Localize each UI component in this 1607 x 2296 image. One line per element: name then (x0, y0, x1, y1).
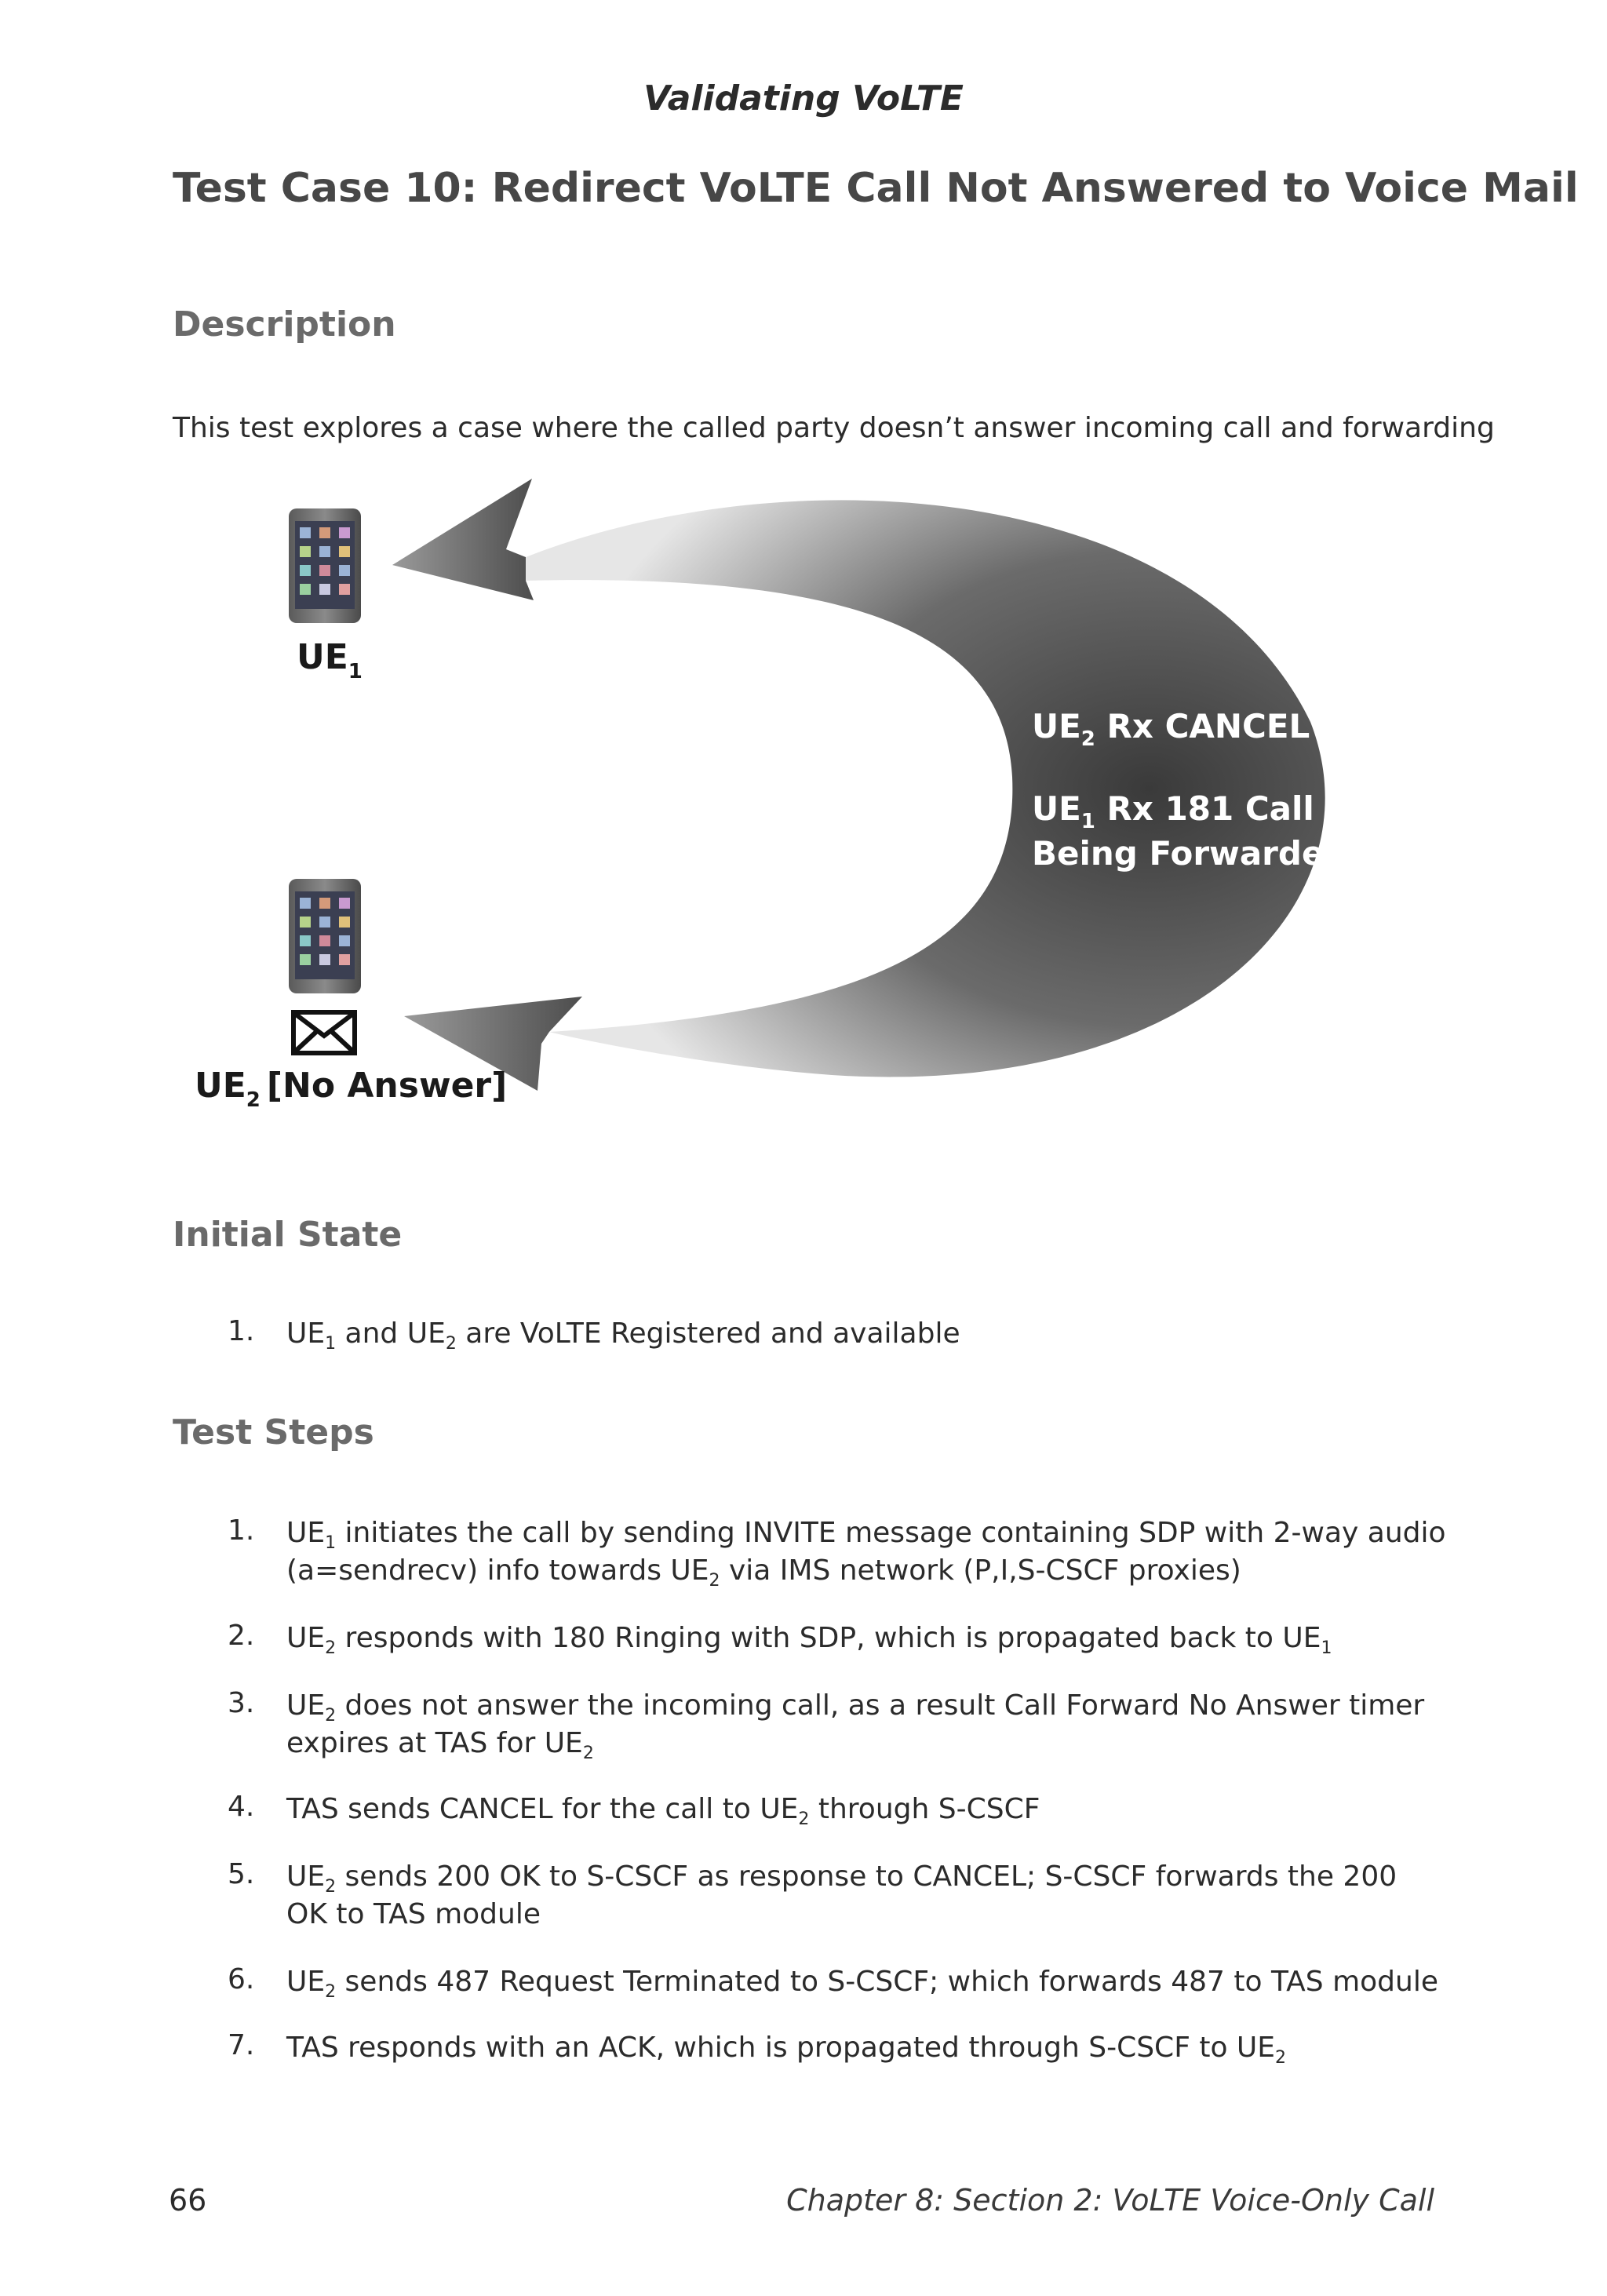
running-title: Validating VoLTE (643, 78, 964, 118)
chapter-footer: Chapter 8: Section 2: VoLTE Voice-Only Call (786, 2183, 1434, 2218)
initial-state-heading: Initial State (173, 1215, 403, 1255)
arc-label-cancel: $UE_2$ Rx CANCEL (1032, 707, 1310, 751)
forwarding-arc (526, 500, 1325, 1077)
phone-icon (289, 879, 361, 993)
description-text: This test explores a case where the called party doesn’t answer incoming call and forwarding (173, 412, 1495, 444)
ue1-label: $UE_1$ (297, 637, 363, 683)
description-heading: Description (173, 304, 396, 344)
ue2-label: $UE_2$ [No Answer] (195, 1066, 508, 1112)
envelope-icon (293, 1012, 355, 1053)
arc-label-forwarded: Being Forwarded (1032, 834, 1348, 873)
call-flow-diagram (157, 463, 1412, 1153)
test-steps-heading: Test Steps (173, 1412, 374, 1452)
page-number: 66 (169, 2183, 207, 2218)
arc-label-181: $UE_1$ Rx 181 Call is (1032, 789, 1357, 833)
phone-icon (289, 508, 361, 623)
page-title: Test Case 10: Redirect VoLTE Call Not Answered to Voice Mail (173, 165, 1579, 212)
arrow-head-top (392, 479, 534, 600)
